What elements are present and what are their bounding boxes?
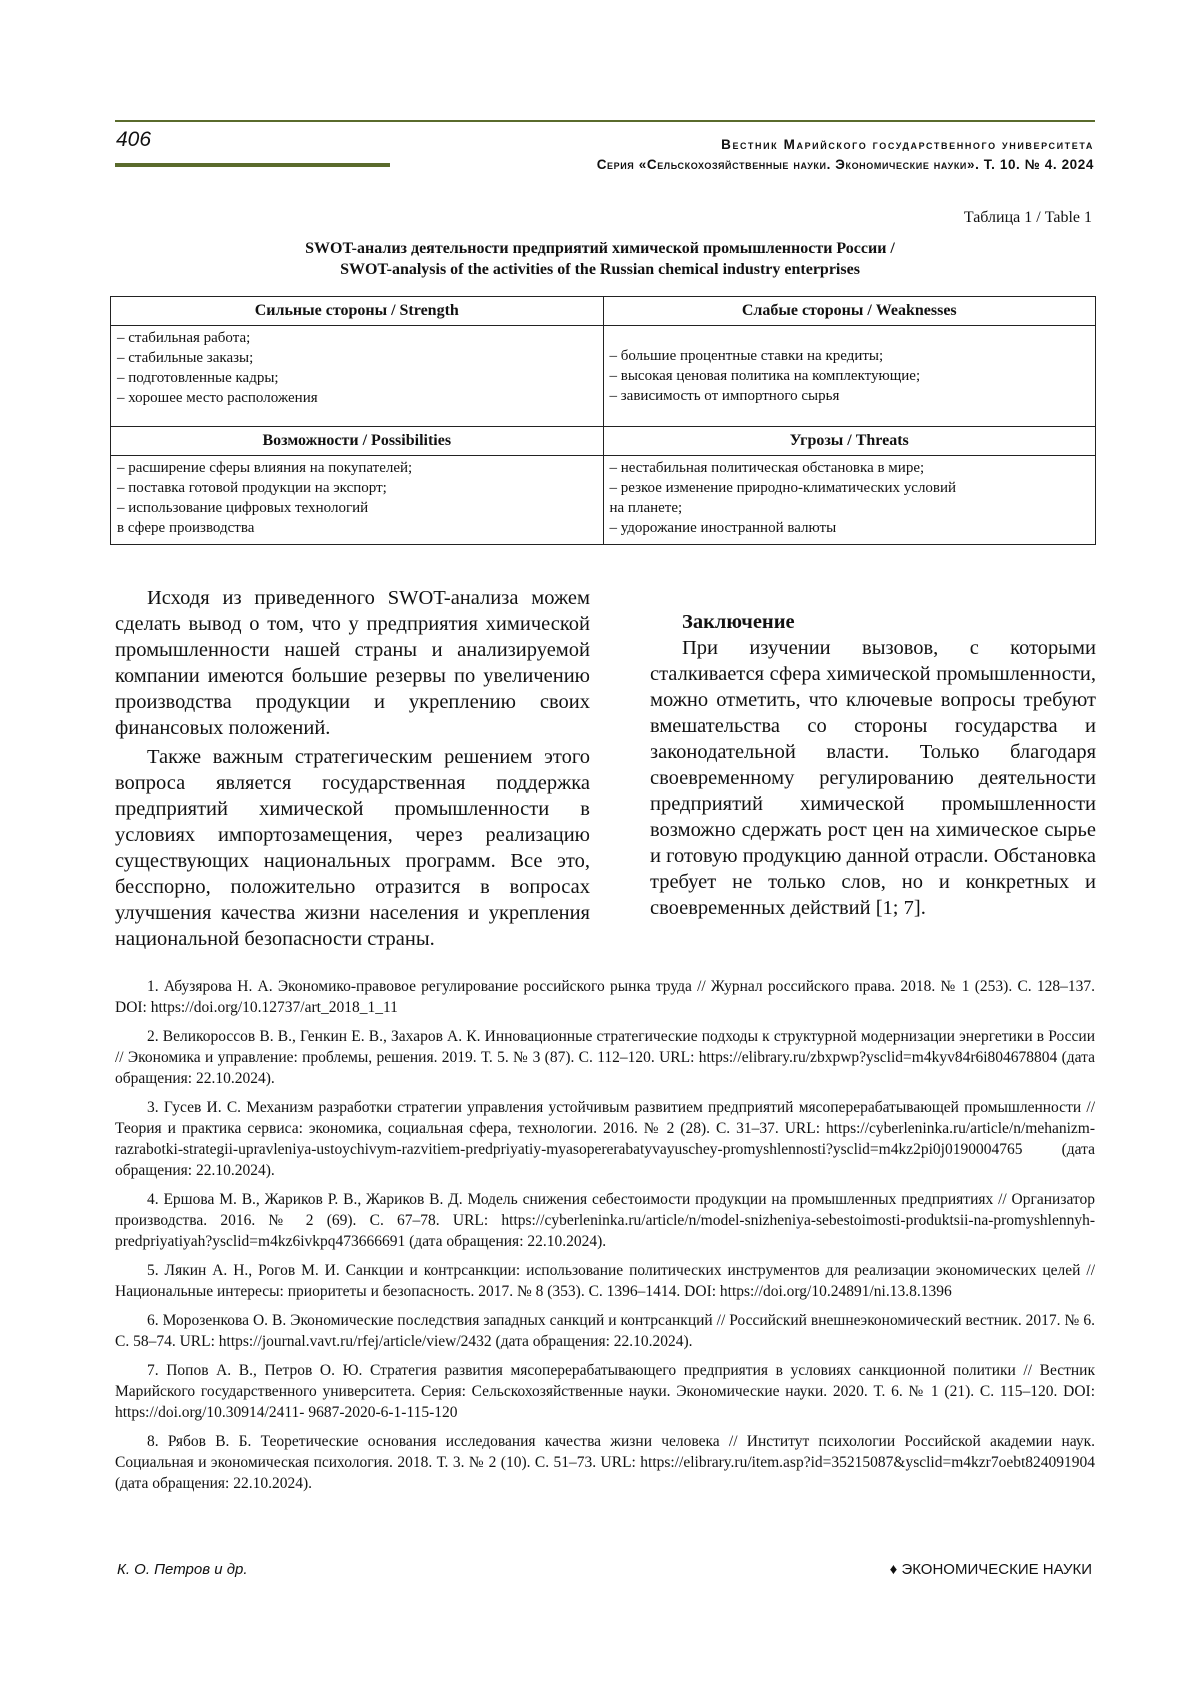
threat-item: на планете; <box>609 500 683 516</box>
strength-item: – подготовленные кадры; <box>117 370 279 386</box>
table-title <box>110 238 1090 280</box>
possibility-item: – расширение сферы влияния на покупателей; <box>117 460 413 476</box>
swot-table <box>110 296 1096 545</box>
strength-item: – стабильная работа; <box>117 330 251 346</box>
footer-authors: К. О. Петров и др. <box>117 1561 248 1578</box>
page-number: 406 <box>116 128 152 151</box>
conclusion-heading: Заключение <box>682 611 795 633</box>
table-number: Таблица 1 / Table 1 <box>963 209 1092 226</box>
table-title-en: SWOT-analysis of the activities of the Russian chemical industry enterprises <box>340 261 860 278</box>
journal-title: Вестник Марийского государственного университета <box>721 137 1094 152</box>
possibilities-header: Возможности / Possibilities <box>111 427 604 456</box>
threats-cell <box>603 456 1096 545</box>
strength-item: – стабильные заказы; <box>117 350 254 366</box>
weakness-item: – высокая ценовая политика на комплектующие; <box>609 368 921 384</box>
possibility-item: в сфере производства <box>117 520 255 536</box>
weaknesses-cell <box>603 326 1096 427</box>
reference-item: 7. Попов А. В., Петров О. Ю. Стратегия развития мясоперерабатывающего предприятия в условиях санкционной политики // Вестник Марийского государственного университета. Серия: Сельскохозяйственные науки. Экономические науки. 2020. Т. 6. № 1 (21). С. 115–120. DOI: https://doi.org/10.30914/2411- 9687-2020-6-1-115-120 <box>115 1362 1095 1421</box>
reference-item: 5. Лякин А. Н., Рогов М. И. Санкции и контрсанкции: использование политических инструментов для реализации экономических целей // Национальные интересы: приоритеты и безопасность. 2017. № 8 (353). С. 1396–1414. DOI: https://doi.org/10.24891/ni.13.8.1396 <box>115 1262 1095 1300</box>
threat-item: – резкое изменение природно-климатических условий <box>609 480 957 496</box>
threat-item: – нестабильная политическая обстановка в мире; <box>609 460 925 476</box>
weakness-item: – зависимость от импортного сырья <box>609 388 840 404</box>
reference-item: 4. Ершова М. В., Жариков Р. В., Жариков В. Д. Модель снижения себестоимости продукции на промышленных предприятиях // Организатор производства. 2016. № 2 (69). С. 67–78. URL: https://cyberleninka.ru/article/n/model-snizheniya-sebestoimosti-produktsii-na-promyshlennyh-predpriyatiyah?ysclid=m4kz6ivkpq473666691 (дата обращения: 22.10.2024). <box>115 1191 1095 1250</box>
header-accent-rule <box>115 163 390 167</box>
strength-header: Сильные стороны / Strength <box>111 297 604 326</box>
possibility-item: – поставка готовой продукции на экспорт; <box>117 480 387 496</box>
threats-header: Угрозы / Threats <box>603 427 1096 456</box>
reference-item: 6. Морозенкова О. В. Экономические последствия западных санкций и контрсанкций // Российский внешнеэкономический вестник. 2017. № 6. С. 58–74. URL: https://journal.vavt.ru/rfej/article/view/2432 (дата обращения: 22.10.2024). <box>115 1312 1095 1350</box>
reference-item: 8. Рябов В. Б. Теоретические основания исследования качества жизни человека // Институт психологии Российской академии наук. Социальная и экономическая психология. 2018. Т. 3. № 2 (10). С. 51–73. URL: https://elibrary.ru/item.asp?id=35215087&ysclid=m4kzr7oebt824091904 (дата обращения: 22.10.2024). <box>115 1433 1095 1492</box>
table-title-ru: SWOT-анализ деятельности предприятий химической промышленности России / <box>305 240 895 257</box>
possibility-item: – использование цифровых технологий <box>117 500 369 516</box>
body-paragraph: При изучении вызовов, с которыми сталкивается сфера химической промышленности, можно отметить, что ключевые вопросы требуют вмешательства со стороны государства и законодательной власти. Только благодаря своевременному регулированию деятельности предприятий химической промышленности возможно сдержать рост цен на химическое сырье и готовую продукцию данной отрасли. Обстановка требует не только слов, но и конкретных и своевременных действий [1; 7]. <box>650 637 1096 919</box>
weakness-item: – большие процентные ставки на кредиты; <box>609 348 884 364</box>
journal-series: Серия «Сельскохозяйственные науки. Экономические науки». Т. 10. № 4. 2024 <box>596 157 1094 172</box>
body-paragraph: Исходя из приведенного SWOT-анализа можем сделать вывод о том, что у предприятия химической промышленности нашей страны и анализируемой компании имеются большие резервы по увеличению производства продукции и укреплению своих финансовых положений. <box>115 587 590 739</box>
reference-item: 1. Абузярова Н. А. Экономико-правовое регулирование российского рынка труда // Журнал российского права. 2018. № 1 (253). С. 128–137. DOI: https://doi.org/10.12737/art_2018_1_11 <box>115 978 1095 1016</box>
reference-item: 2. Великороссов В. В., Генкин Е. В., Захаров А. К. Инновационные стратегические подходы к структурной модернизации энергетики в России // Экономика и управление: проблемы, решения. 2019. Т. 5. № 3 (87). С. 112–120. URL: https://elibrary.ru/zbxpwp?ysclid=m4kyv84r6i804678804 (дата обращения: 22.10.2024). <box>115 1028 1095 1087</box>
body-paragraph: Также важным стратегическим решением этого вопроса является государственная поддержка предприятий химической промышленности в условиях импортозамещения, через реализацию существующих национальных программ. Все это, бесспорно, положительно отразится в вопросах улучшения качества жизни населения и укрепления национальной безопасности страны. <box>115 746 590 950</box>
weaknesses-header: Слабые стороны / Weaknesses <box>603 297 1096 326</box>
footer-section: ♦ ЭКОНОМИЧЕСКИЕ НАУКИ <box>889 1561 1092 1578</box>
strength-cell <box>111 326 604 427</box>
reference-item: 3. Гусев И. С. Механизм разработки стратегии управления устойчивым развитием предприятий мясоперерабатывающей промышленности // Теория и практика сервиса: экономика, социальная сфера, технологии. 2016. № 2 (28). С. 31–37. URL: https://cyberleninka.ru/article/n/mehanizm-razrabotki-strategii-upravleniya-ustoychivym-razvitiem-predpriyatiy-myasopererabatyvayuschey-promyshlennosti?ysclid=m4kz2pi0j0190004765 (дата обращения: 22.10.2024). <box>115 1099 1095 1179</box>
body-left-column <box>115 585 590 952</box>
body-right-column <box>650 585 1096 921</box>
references-list <box>115 976 1095 1502</box>
possibilities-cell <box>111 456 604 545</box>
strength-item: – хорошее место расположения <box>117 390 318 406</box>
threat-item: – удорожание иностранной валюты <box>609 520 837 536</box>
header-top-rule <box>115 120 1095 122</box>
